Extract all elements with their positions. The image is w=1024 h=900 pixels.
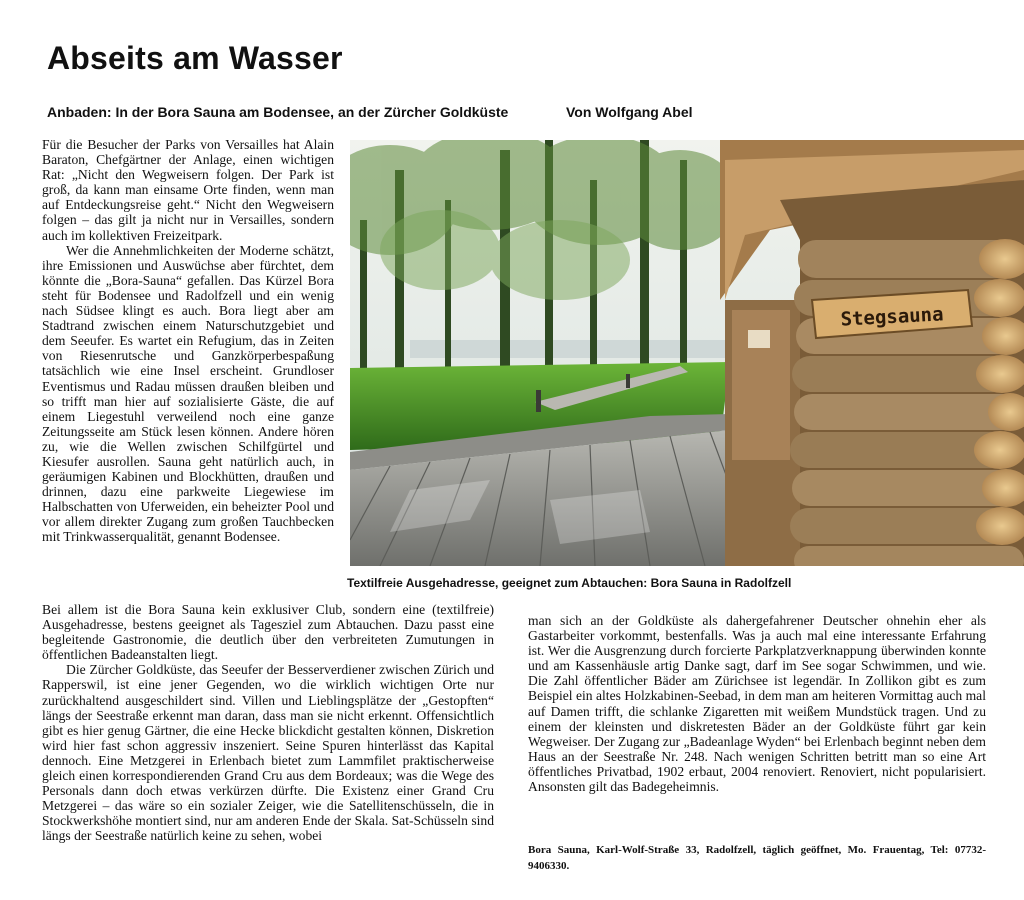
column-1 (42, 137, 334, 545)
sauna-photo-illustration (350, 140, 1024, 566)
paragraph: Bei allem ist die Bora Sauna kein exklusiver Club, sondern eine (textilfreie) Ausgehadresse, bestens geeignet als Tagesziel zum Abtauchen. Dazu passt eine begleitende Gastronomie, die deutlich über den verbreiteten Zumutungen in öffentlichen Badeanstalten liegt. (42, 602, 494, 663)
headline: Abseits am Wasser (47, 40, 343, 76)
paragraph: man sich an der Goldküste als dahergefahrener Deutscher ohnehin eher als Gastarbeiter vorkommt, bestenfalls. Was ja auch mal eine interessante Erfahrung ist. Wer die Ausgrenzung durch forcierte Parkplatzverknappung überwinden konnte und am Kassenhäusle artig Danke sagt, darf im See sogar Schwimmen, und wie. Die Zahl öffentlicher Bäder am Zürichsee ist legendär. In Zollikon gibt es zum Beispiel ein altes Holzkabinen-Seebad, in dem man am heiteren Vormittag auch mal auf Damen trifft, die schlanke Zigaretten mit weißem Mundstück tragen. Und zu einem der kleinsten und diskretesten Bäder an der Goldküste führt gar kein Wegweiser. Der Zugang zur „Badeanlage Wyden“ bei Erlenbach beginnt neben dem Haus an der Seestraße Nr. 248. Nach wenigen Schritten betritt man so eine Art öffentliches Privatbad, 1902 erbaut, 2004 renoviert. Renoviert, nicht popularisiert. Ansonsten gilt das Badegeheimnis. (528, 613, 986, 795)
paragraph: Für die Besucher der Parks von Versailles hat Alain Baraton, Chefgärtner der Anlage, einen wichtigen Rat: „Nicht den Wegweisern folgen. Der Park ist groß, da kann man einsame Orte finden, wenn man auf Entdeckungsreise geht.“ Nicht den Wegweisern folgen – das gilt ja nicht nur in Versailles, sondern auch im kollektiven Freizeitpark. (42, 137, 334, 243)
info-box: Bora Sauna, Karl-Wolf-Straße 33, Radolfzell, täglich geöffnet, Mo. Frauentag, Tel: 07732-9406330. (528, 844, 986, 872)
subheadline: Anbaden: In der Bora Sauna am Bodensee, an der Zürcher Goldküste (47, 104, 509, 120)
byline: Von Wolfgang Abel (566, 104, 693, 120)
sauna-sign-text: Stegsauna (840, 303, 945, 331)
article-photo (350, 140, 1024, 566)
paragraph: Wer die Annehmlichkeiten der Moderne schätzt, ihre Emissionen und Auswüchse aber fürchtet, dem könnte die „Bora-Sauna“ gefallen. Das Kürzel Bora steht für Bodensee und Radolfzell und ein wenig nach Südsee klingt es auch. Bora liegt aber am Stadtrand zwischen einem Naturschutzgebiet und dem Seeufer. Es wartet ein Refugium, das in Zeiten von Riesenrutsche und Ganzkörperbespaßung tatsächlich wie eine Insel erscheint. Grundloser Eventismus und Radau müssen draußen bleiben und so trifft man hier auf sozialisierte Gäste, die auf einem Liegestuhl verweilend noch eine ganze Zeitungsseite am Stück lesen können. Andere hören zu, wie die Wellen zwischen Schilfgürtel und Kiesufer ausrollen. Sauna geht natürlich auch, in geräumigen Kabinen und Blockhütten, draußen und drinnen, dazu eine parkweite Liegewiese im Halbschatten von Uferweiden, ein beheizter Pool und vor allem direkter Zugang zum großen Tauchbecken mit Trinkwasserqualität, genannt Bodensee. (42, 242, 334, 545)
column-3 (528, 613, 986, 794)
photo-caption: Textilfreie Ausgehadresse, geeignet zum Abtauchen: Bora Sauna in Radolfzell (347, 576, 792, 590)
column-2 (42, 602, 494, 844)
paragraph: Die Zürcher Goldküste, das Seeufer der Besserverdiener zwischen Zürich und Rapperswil, ist eine jener Gegenden, wo die wirklich wichtigen Orte nur zurückhaltend ausgeschildert sind. Villen und Lieblingsplätze der „Gestopften“ längs der Seestraße erkennt man daran, dass man sie nicht erkennt. Offensichtlich gibt es hier genug Gärtner, die eine Hecke blickdicht gestalten können, Diskretion wird hier fast schon aggressiv inszeniert. Seine Spuren hinterlässt das Kapital dennoch. Eine Metzgerei in Erlenbach bietet zum Lammfilet praktischerweise gleich einen korrespondierenden Grand Cru aus dem Bordeaux; was die Wege des Personals dann doch etwas verkürzen dürfte. Die Existenz einer Grand Cru Metzgerei – das wäre so ein sozialer Zeiger, wie die Satellitenschüsseln, die in Stockwerkshöhe montiert sind, nur am anderen Ende der Skala. Sat-Schüsseln sind längs der Seestraße natürlich keine zu sehen, wobei (42, 662, 494, 844)
